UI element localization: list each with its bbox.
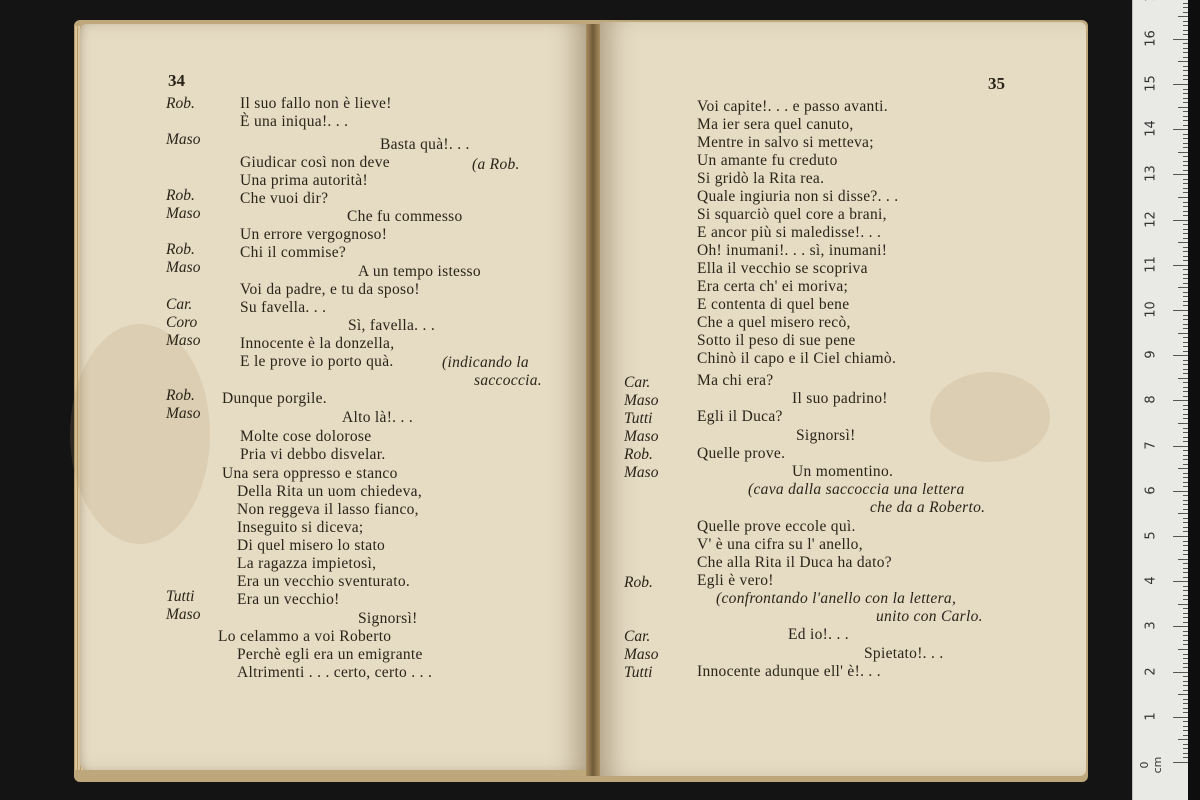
verse-line: Sì, favella. . . <box>348 317 436 334</box>
speaker-tutti: Tutti <box>624 410 653 427</box>
ruler-tick <box>1173 536 1189 537</box>
verse-line: Ella il vecchio se scopriva <box>697 260 868 277</box>
verse-line: Signorsì! <box>358 610 418 627</box>
ruler-number: 6 <box>1143 486 1159 495</box>
verse-line: Innocente adunque ell' è!. . . <box>697 663 881 680</box>
ruler-number: 9 <box>1143 350 1159 359</box>
ruler-number: 12 <box>1143 210 1159 228</box>
verse-line: Quelle prove. <box>697 445 786 462</box>
verse-line: Il suo padrino! <box>792 390 888 407</box>
ruler-number: 8 <box>1143 395 1159 405</box>
ruler-tick <box>1173 717 1189 718</box>
speaker-maso: Maso <box>624 428 659 445</box>
verse-line: Ma chi era? <box>697 372 774 389</box>
verse-line: Sotto il peso di sue pene <box>697 332 856 349</box>
ruler-tick <box>1173 220 1189 221</box>
verse-line: Si squarciò quel core a brani, <box>697 206 887 223</box>
speaker-maso: Maso <box>624 464 659 481</box>
speaker-rob: Rob. <box>166 241 195 258</box>
speaker-rob: Rob. <box>166 95 195 112</box>
speaker-tutti: Tutti <box>166 588 195 605</box>
ruler-number: 10 <box>1143 301 1159 318</box>
verse-line: Voi capite!. . . e passo avanti. <box>697 98 888 115</box>
speaker-rob: Rob. <box>166 387 195 404</box>
speaker-rob: Rob. <box>624 446 653 463</box>
ruler-number: 11 <box>1143 256 1159 273</box>
ruler-unit-label: 0 cm <box>1138 756 1164 774</box>
verse-line: A un tempo istesso <box>358 263 481 280</box>
ruler-tick <box>1173 355 1189 356</box>
left-page <box>80 24 586 770</box>
ruler-tick <box>1173 129 1189 130</box>
verse-line: Non reggeva il lasso fianco, <box>237 501 419 518</box>
verse-line: Che vuoi dir? <box>240 190 329 207</box>
ruler-number: 14 <box>1143 120 1159 137</box>
verse-line: Spietato!. . . <box>864 645 944 662</box>
verse-line: È una iniqua!. . . <box>240 113 349 130</box>
ruler-number: 15 <box>1143 75 1159 92</box>
verse-line: Oh! inumani!. . . sì, inumani! <box>697 242 888 259</box>
ruler-tick <box>1173 400 1189 401</box>
verse-line: Innocente è la donzella, <box>240 335 395 352</box>
speaker-maso: Maso <box>624 392 659 409</box>
page-number-left: 34 <box>168 71 185 90</box>
ruler-tick <box>1173 672 1189 673</box>
speaker-maso: Maso <box>624 646 659 663</box>
stage-direction: (a Rob. <box>472 156 520 173</box>
stage-direction: che da a Roberto. <box>870 499 986 516</box>
right-page <box>600 22 1086 776</box>
verse-line: La ragazza impietosì, <box>237 555 377 572</box>
speaker-maso: Maso <box>166 332 201 349</box>
verse-line: Era un vecchio sventurato. <box>237 573 411 590</box>
verse-line: Che fu commesso <box>347 208 463 225</box>
ruler-tick <box>1173 84 1189 85</box>
verse-line: E le prove io porto quà. <box>240 353 394 370</box>
verse-line: Un amante fu creduto <box>697 152 838 169</box>
stage-direction: saccoccia. <box>474 372 542 389</box>
verse-line: Alto là!. . . <box>342 409 414 426</box>
verse-line: Su favella. . . <box>240 299 327 316</box>
ruler-number: 13 <box>1143 165 1159 183</box>
verse-line: Si gridò la Rita rea. <box>697 170 825 187</box>
ruler-number: 1 <box>1143 712 1159 721</box>
speaker-maso: Maso <box>166 606 201 623</box>
verse-line: Quale ingiuria non si disse?. . . <box>697 188 899 205</box>
speaker-maso: Maso <box>166 205 201 222</box>
ruler-number <box>1144 0 1159 3</box>
ruler-tick <box>1173 626 1189 627</box>
speaker-car: Car. <box>624 628 651 645</box>
ruler-tick <box>1173 762 1189 763</box>
verse-line: Signorsì! <box>796 427 856 444</box>
verse-line: E contenta di quel bene <box>697 296 850 313</box>
verse-line: Ma ier sera quel canuto, <box>697 116 854 133</box>
ruler-tick <box>1173 174 1189 175</box>
ruler-number: 4 <box>1143 576 1159 585</box>
stage-direction: unito con Carlo. <box>876 608 983 625</box>
verse-line: Che alla Rita il Duca ha dato? <box>697 554 892 571</box>
ruler-number: 7 <box>1143 440 1159 450</box>
verse-line: Chinò il capo e il Ciel chiamò. <box>697 350 897 367</box>
page-number-right: 35 <box>988 74 1005 93</box>
ruler-tick <box>1173 39 1189 40</box>
verse-line: Giudicar così non deve <box>240 154 390 171</box>
speaker-rob: Rob. <box>166 187 195 204</box>
speaker-maso: Maso <box>166 131 201 148</box>
verse-line: Un momentino. <box>792 463 894 480</box>
speaker-tutti: Tutti <box>624 664 653 681</box>
verse-line: Mentre in salvo si metteva; <box>697 134 874 151</box>
verse-line: Inseguito si diceva; <box>237 519 364 536</box>
stage-direction: (indicando la <box>442 354 529 371</box>
ruler-tick <box>1173 310 1189 311</box>
verse-line: Era un vecchio! <box>237 591 340 608</box>
paper-stain <box>930 372 1050 462</box>
book-gutter <box>586 24 600 776</box>
ruler-tick <box>1173 581 1189 582</box>
verse-line: Pria vi debbo disvelar. <box>240 446 386 463</box>
ruler-number: 3 <box>1143 621 1159 631</box>
verse-line: V' è una cifra su l' anello, <box>697 536 863 553</box>
ruler-number: 2 <box>1143 666 1159 676</box>
speaker-rob: Rob. <box>624 574 653 591</box>
verse-line: Voi da padre, e tu da sposo! <box>240 281 420 298</box>
verse-line: Perchè egli era un emigrante <box>237 646 423 663</box>
verse-line: Lo celammo a voi Roberto <box>218 628 392 645</box>
speaker-maso: Maso <box>166 405 201 422</box>
background-edge <box>1188 0 1200 800</box>
verse-line: Il suo fallo non è lieve! <box>240 95 392 112</box>
verse-line: Una sera oppresso e stanco <box>222 465 398 482</box>
verse-line: E ancor più si maledisse!. . . <box>697 224 882 241</box>
verse-line: Che a quel misero recò, <box>697 314 851 331</box>
speaker-car: Car. <box>624 374 651 391</box>
paper-stain <box>70 324 210 544</box>
speaker-car: Car. <box>166 296 193 313</box>
verse-line: Della Rita un uom chiedeva, <box>237 483 423 500</box>
stage-direction: (cava dalla saccoccia una lettera <box>748 481 965 498</box>
verse-line: Altrimenti . . . certo, certo . . . <box>237 664 433 681</box>
measuring-ruler <box>1132 0 1189 800</box>
verse-line: Chi il commise? <box>240 244 347 261</box>
verse-line: Quelle prove eccole quì. <box>697 518 856 535</box>
stage-direction: (confrontando l'anello con la lettera, <box>716 590 957 607</box>
verse-line: Una prima autorità! <box>240 172 368 189</box>
ruler-tick <box>1173 491 1189 492</box>
ruler-tick <box>1173 446 1189 447</box>
verse-line: Basta quà!. . . <box>380 136 470 153</box>
ruler-tick <box>1173 265 1189 266</box>
verse-line: Dunque porgile. <box>222 390 327 407</box>
verse-line: Un errore vergognoso! <box>240 226 388 243</box>
ruler-number: 5 <box>1143 531 1159 540</box>
verse-line: Era certa ch' ei moriva; <box>697 278 849 295</box>
verse-line: Di quel misero lo stato <box>237 537 386 554</box>
speaker-maso: Maso <box>166 259 201 276</box>
speaker-coro: Coro <box>166 314 198 331</box>
verse-line: Egli il Duca? <box>697 408 783 425</box>
verse-line: Molte cose dolorose <box>240 428 372 445</box>
verse-line: Egli è vero! <box>697 572 774 589</box>
ruler-number: 16 <box>1143 30 1159 47</box>
verse-line: Ed io!. . . <box>788 626 849 643</box>
